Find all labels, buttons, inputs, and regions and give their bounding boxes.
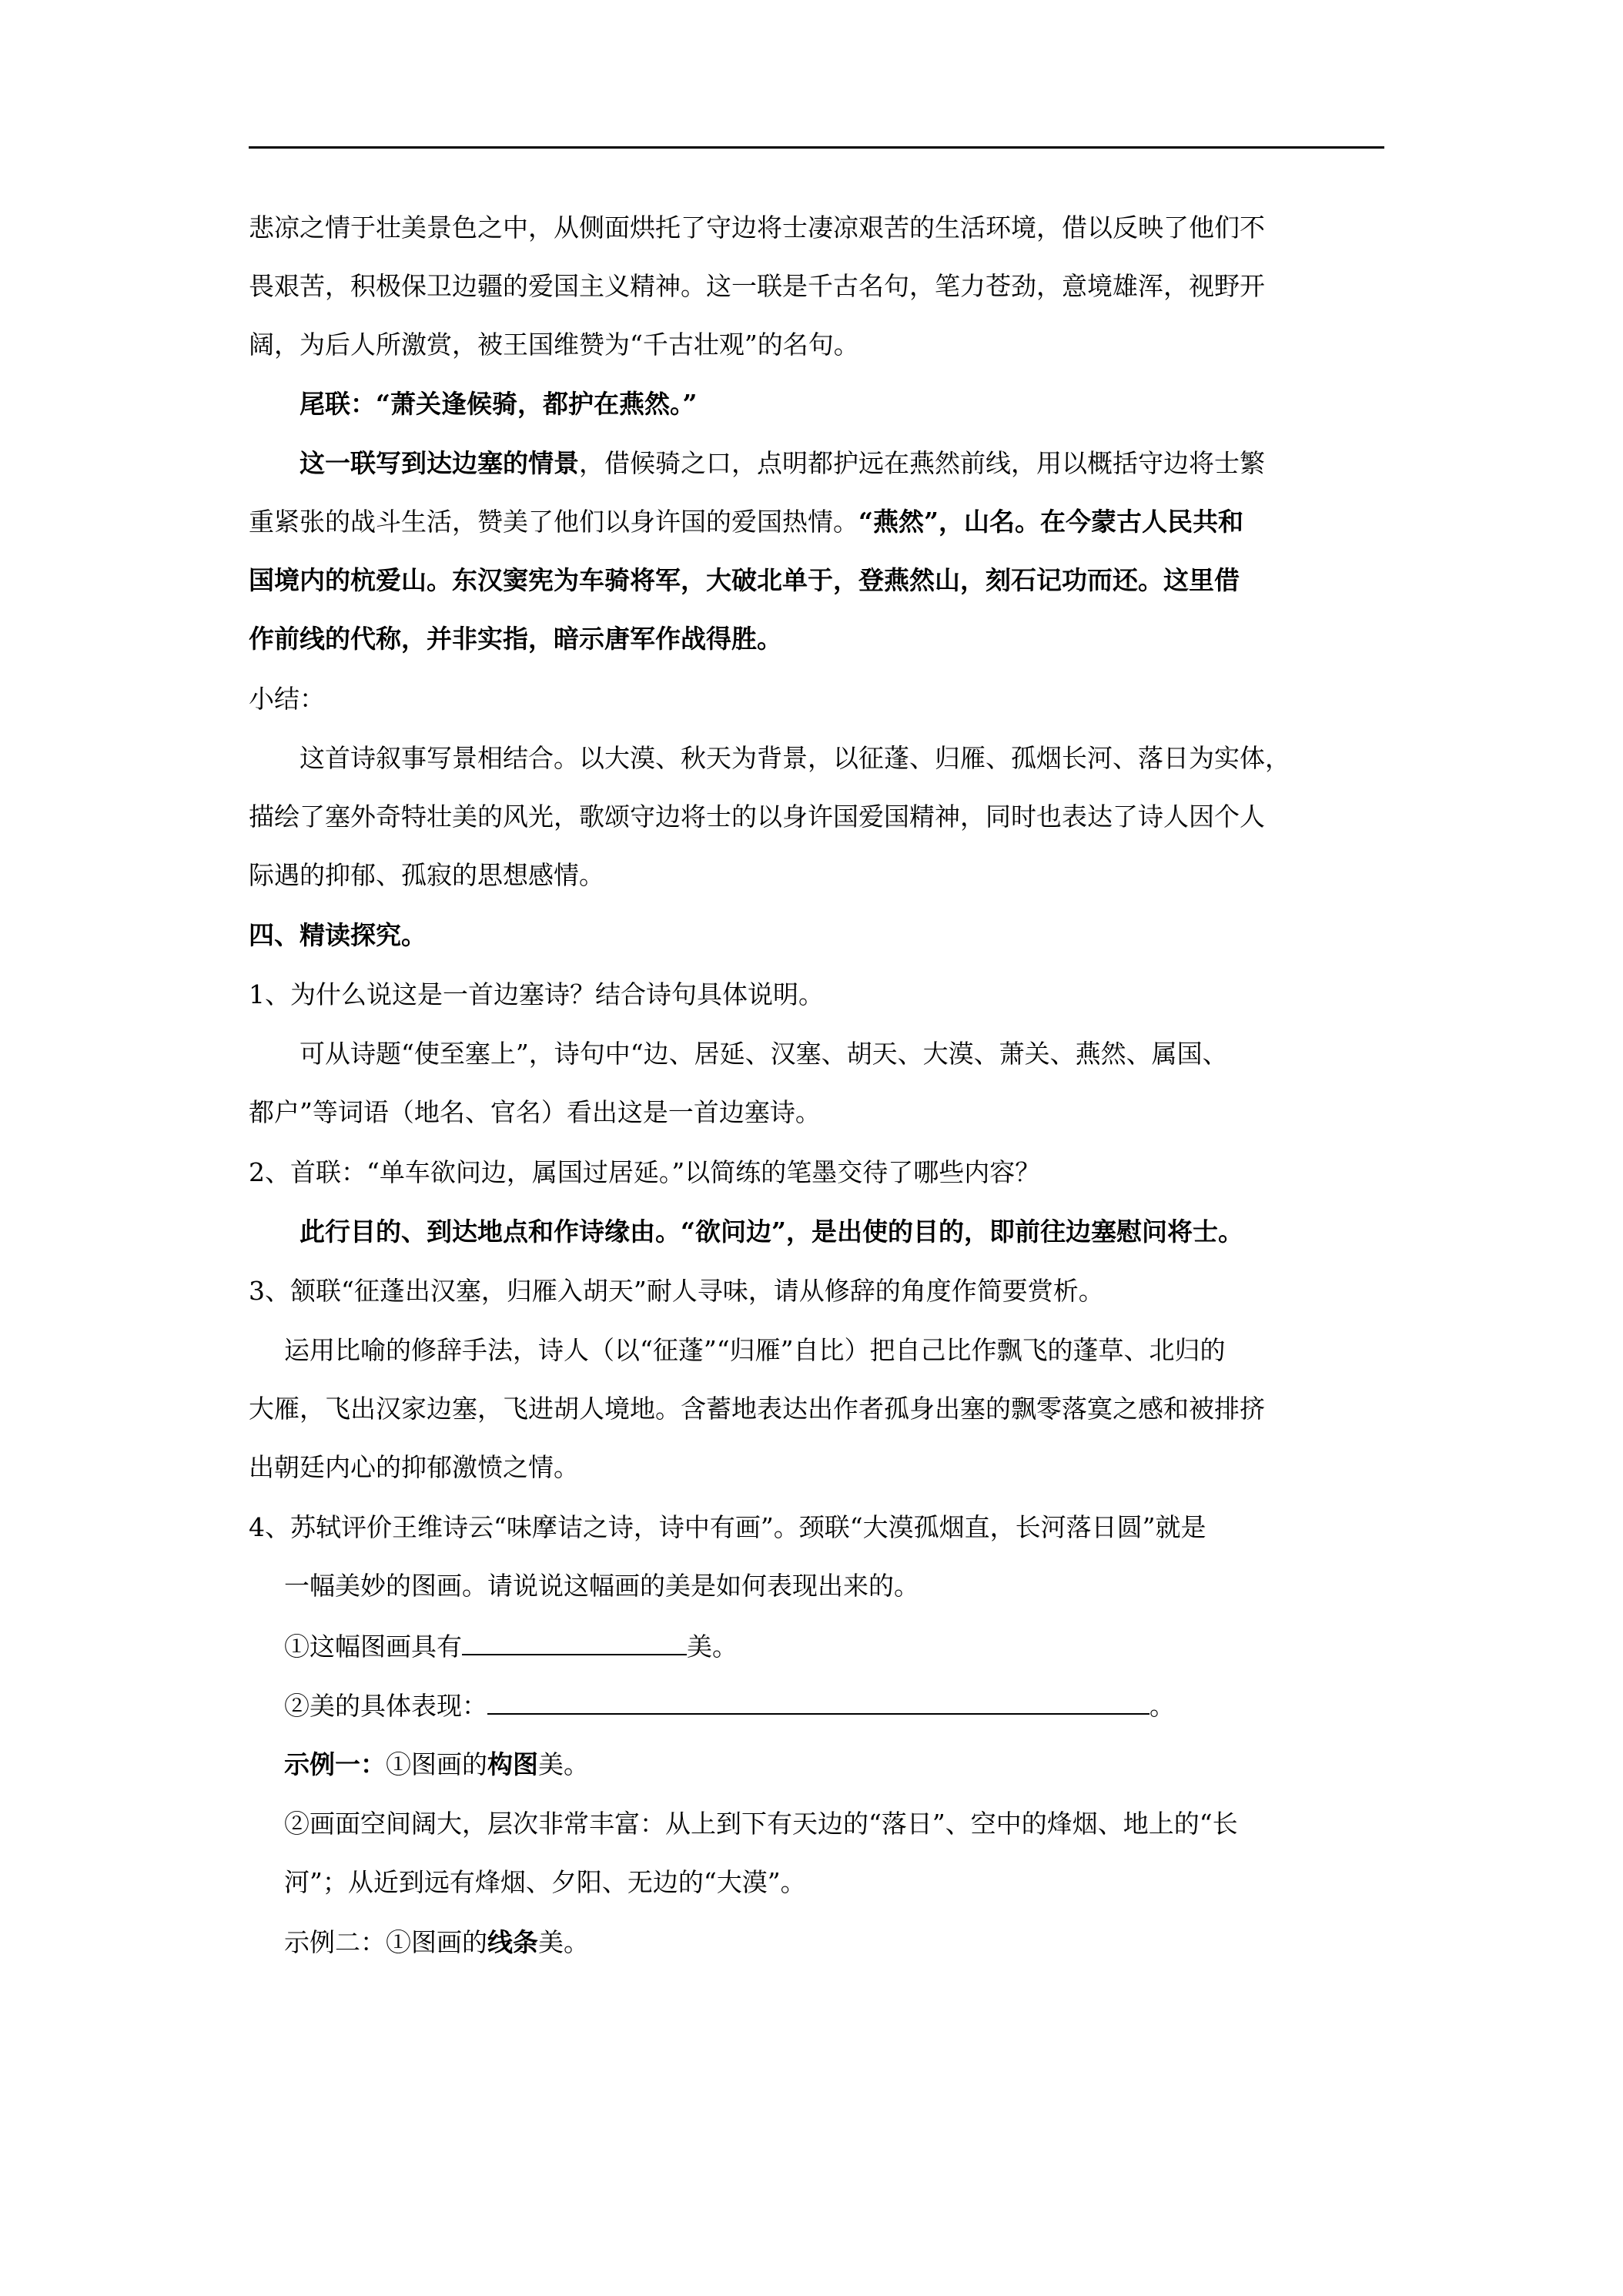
bold-phrase: 线条 <box>487 1927 538 1957</box>
plain-phrase: 美。 <box>538 1749 589 1779</box>
plain-phrase: ，借候骑之口，点明都护远在燕然前线，用以概括守边将士繁 <box>579 448 1265 478</box>
answer-3-line: 大雁，飞出汉家边塞，飞进胡人境地。含蓄地表达出作者孤身出塞的飘零落寞之感和被排挤 <box>249 1394 1265 1424</box>
answer-1-line: 可从诗题“使至塞上”，诗句中“边、居延、汉塞、胡天、大漠、萧关、燕然、属国、 <box>300 1039 1228 1069</box>
question-1: 1、为什么说这是一首边塞诗？结合诗句具体说明。 <box>249 979 824 1009</box>
fill-suffix: 美。 <box>687 1632 738 1662</box>
question-4-line: 一幅美妙的图画。请说说这幅画的美是如何表现出来的。 <box>284 1571 919 1601</box>
para-line <box>300 448 1265 479</box>
question-4-line: 4、苏轼评价王维诗云“味摩诘之诗，诗中有画”。颈联“大漠孤烟直，长河落日圆”就是 <box>249 1512 1206 1542</box>
answer-1-line: 都户”等词语（地名、官名）看出这是一首边塞诗。 <box>249 1097 821 1127</box>
answer-blank-2 <box>487 1690 1149 1715</box>
summary-line: 这首诗叙事写景相结合。以大漠、秋天为背景，以征蓬、归雁、孤烟长河、落日为实体， <box>300 743 1290 773</box>
header-rule <box>249 146 1384 149</box>
weilian-heading: 尾联：“萧关逢候骑，都护在燕然。” <box>300 389 698 419</box>
para-line <box>249 507 1243 537</box>
example-1-line: ②画面空间阔大，层次非常丰富：从上到下有天边的“落日”、空中的烽烟、地上的“长 <box>284 1809 1238 1839</box>
plain-phrase: ①图画的 <box>386 1749 487 1779</box>
para-line: 阔，为后人所激赏，被王国维赞为“千古壮观”的名句。 <box>249 330 859 360</box>
fill-line-2 <box>284 1690 1175 1722</box>
bold-phrase: “燕然”，山名。在今蒙古人民共和 <box>858 507 1243 537</box>
plain-phrase: 重紧张的战斗生活，赞美了他们以身许国的爱国热情。 <box>249 507 858 537</box>
example-label: 示例一： <box>284 1749 386 1779</box>
answer-2: 此行目的、到达地点和作诗缘由。“欲问边”，是出使的目的，即前往边塞慰问将士。 <box>300 1217 1243 1247</box>
answer-blank-1 <box>462 1631 687 1655</box>
para-line: 作前线的代称，并非实指，暗示唐军作战得胜。 <box>249 624 782 654</box>
plain-phrase: 美。 <box>538 1927 589 1957</box>
bold-phrase: 这一联写到达边塞的情景 <box>300 448 579 478</box>
fill-prompt: ①这幅图画具有 <box>284 1632 462 1662</box>
example-2-line <box>284 1927 589 1958</box>
para-line: 悲凉之情于壮美景色之中，从侧面烘托了守边将士凄凉艰苦的生活环境，借以反映了他们不 <box>249 213 1265 243</box>
fill-line-1 <box>284 1631 738 1662</box>
fill-prompt: ②美的具体表现： <box>284 1691 487 1721</box>
section-heading: 四、精读探究。 <box>249 920 427 950</box>
para-line: 国境内的杭爱山。东汉窦宪为车骑将军，大破北单于，登燕然山，刻石记功而还。这里借 <box>249 565 1240 595</box>
example-1-line: 河”；从近到远有烽烟、夕阳、无边的“大漠”。 <box>284 1867 806 1897</box>
example-1-line <box>284 1749 589 1780</box>
para-line: 畏艰苦，积极保卫边疆的爱国主义精神。这一联是千古名句，笔力苍劲，意境雄浑，视野开 <box>249 271 1265 301</box>
question-2: 2、首联：“单车欲问边，属国过居延。”以简练的笔墨交待了哪些内容？ <box>249 1157 1041 1187</box>
summary-label: 小结： <box>249 684 325 714</box>
bold-phrase: 构图 <box>487 1749 538 1779</box>
summary-line: 际遇的抑郁、孤寂的思想感情。 <box>249 860 604 890</box>
answer-3-line: 出朝廷内心的抑郁激愤之情。 <box>249 1452 579 1482</box>
answer-3-line: 运用比喻的修辞手法，诗人（以“征蓬”“归雁”自比）把自己比作飘飞的蓬草、北归的 <box>284 1335 1226 1365</box>
plain-phrase: 示例二：①图画的 <box>284 1927 487 1957</box>
question-3: 3、颔联“征蓬出汉塞，归雁入胡天”耐人寻味，请从修辞的角度作简要赏析。 <box>249 1276 1104 1306</box>
summary-line: 描绘了塞外奇特壮美的风光，歌颂守边将士的以身许国爱国精神，同时也表达了诗人因个人 <box>249 802 1265 832</box>
fill-suffix: 。 <box>1149 1691 1175 1721</box>
